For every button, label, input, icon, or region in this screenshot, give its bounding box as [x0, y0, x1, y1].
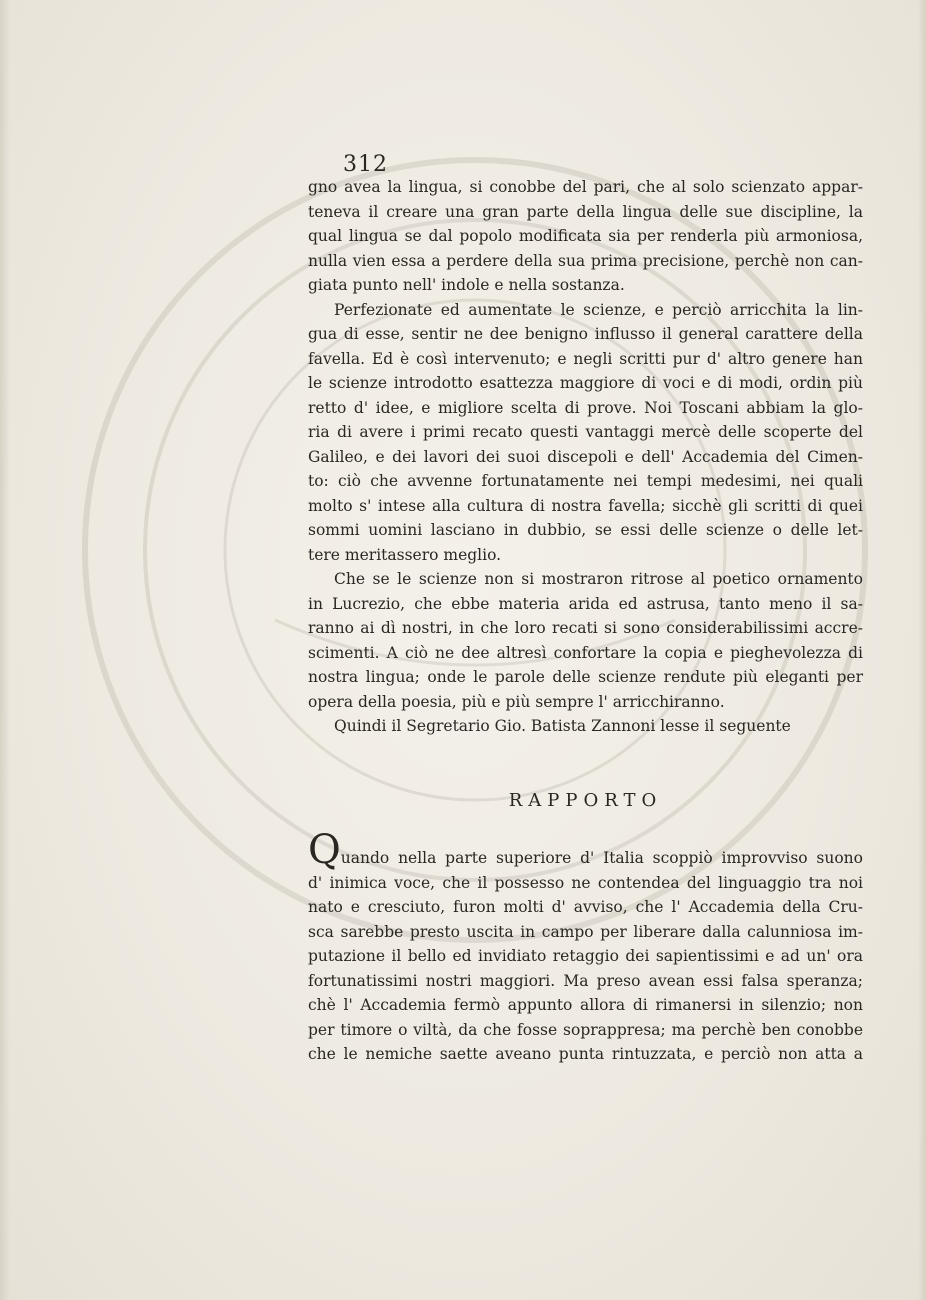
text-line: putazione il bello ed invidiato retaggio dei sapientissimi e ad un' ora — [308, 947, 863, 965]
page-edge-right — [918, 0, 926, 1300]
page-number: 312 — [343, 152, 388, 177]
text-line: opera della poesia, più e più sempre l' arricchiranno. — [308, 692, 725, 711]
text-line: le scienze introdotto esattezza maggiore di voci e di modi, ordin più — [308, 374, 863, 392]
text-line: fortunatissimi nostri maggiori. Ma preso avean essi falsa speranza; — [308, 971, 863, 990]
text-line: teneva il creare una gran parte della lingua delle sue discipline, la — [308, 202, 863, 221]
text-line: nulla vien essa a perdere della sua prima precisione, perchè non can- — [308, 251, 863, 270]
drop-cap: Q — [308, 827, 341, 873]
body-text — [308, 175, 863, 739]
rapporto-text — [308, 827, 863, 1067]
text-line: sommi uomini lasciano in dubbio, se essi delle scienze o delle let- — [308, 521, 863, 539]
text-line: Perfezionate ed aumentate le scienze, e perciò arricchita la lin- — [334, 300, 863, 319]
text-line: scimenti. A ciò ne dee altresì confortare la copia e pieghevolezza di — [308, 643, 863, 662]
text-line: to: ciò che avvenne fortunatamente nei tempi medesimi, nei quali — [308, 472, 863, 490]
text-line: gua di esse, sentir ne dee benigno influsso il general carattere della — [308, 325, 863, 343]
text-line: che le nemiche saette aveano punta rintuzzata, e perciò non atta a — [308, 1045, 863, 1063]
text-line: molto s' intese alla cultura di nostra favella; sicchè gli scritti di quei — [308, 496, 863, 515]
text-line: Quindi il Segretario Gio. Batista Zannoni lesse il seguente — [334, 717, 791, 735]
text-line: in Lucrezio, che ebbe materia arida ed astrusa, tanto meno il sa- — [308, 594, 863, 613]
text-line: tere meritassero meglio. — [308, 545, 502, 564]
section-heading: RAPPORTO — [508, 790, 663, 811]
text-line: Galileo, e dei lavori dei suoi discepoli e dell' Accademia del Cimen- — [308, 447, 863, 466]
text-line: ranno ai dì nostri, in che loro recati si sono considerabilissimi accre- — [308, 619, 863, 637]
text-line: giata punto nell' indole e nella sostanza. — [308, 276, 625, 294]
text-line: nato e cresciuto, furon molti d' avviso, che l' Accademia della Cru- — [308, 898, 863, 916]
text-line: uando nella parte superiore d' Italia scoppiò improvviso suono — [340, 849, 863, 867]
text-line: nostra lingua; onde le parole delle scienze rendute più eleganti per — [308, 668, 863, 686]
text-line: chè l' Accademia fermò appunto allora di rimanersi in silenzio; non — [308, 996, 863, 1014]
text-line: d' inimica voce, che il possesso ne contendea del linguaggio tra noi — [308, 873, 863, 892]
text-line-with-drop-cap — [308, 827, 863, 873]
text-line: per timore o viltà, da che fosse soprappresa; ma perchè ben conobbe — [308, 1020, 863, 1039]
text-line: sca sarebbe presto uscita in campo per liberare dalla calunniosa im- — [308, 922, 863, 941]
page-edge-left — [0, 0, 10, 1300]
text-line: qual lingua se dal popolo modificata sia per renderla più armoniosa, — [308, 227, 863, 245]
text-line: gno avea la lingua, si conobbe del pari, che al solo scienzato appar- — [308, 178, 863, 196]
text-line: retto d' idee, e migliore scelta di prove. Noi Toscani abbiam la glo- — [308, 398, 863, 417]
text-line: Che se le scienze non si mostraron ritrose al poetico ornamento — [334, 570, 863, 588]
text-line: favella. Ed è così intervenuto; e negli scritti pur d' altro genere han — [308, 349, 863, 368]
text-line: ria di avere i primi recato questi vantaggi mercè delle scoperte del — [308, 423, 863, 441]
